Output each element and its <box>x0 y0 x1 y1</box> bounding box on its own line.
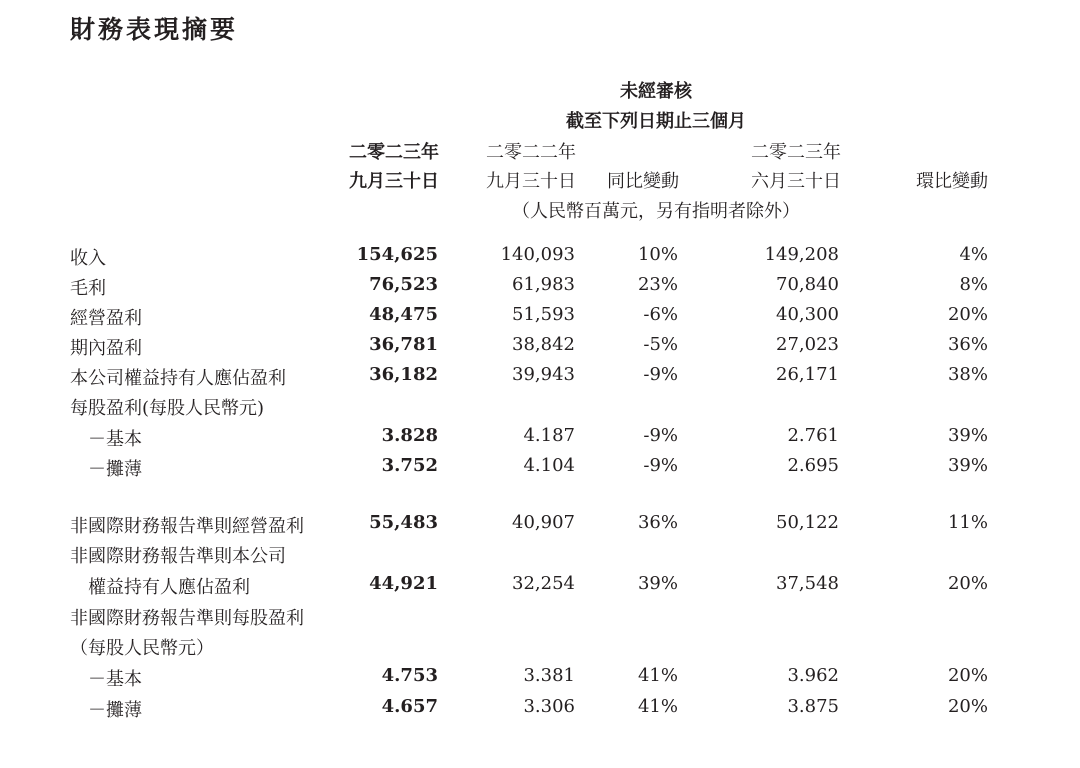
col4-year: 二零二三年 <box>751 142 841 163</box>
value-yoy: 36% <box>637 512 678 533</box>
table-row <box>0 304 1080 334</box>
value-qoq: 38% <box>947 364 988 385</box>
value-2022q3: 38,842 <box>512 334 575 355</box>
table-row <box>0 455 1080 485</box>
row-label: －攤薄 <box>88 459 142 480</box>
table-row <box>0 665 1080 695</box>
col5-header: 環比變動 <box>916 171 988 192</box>
row-label: 非國際財務報告準則每股盈利 <box>70 608 304 629</box>
value-qoq: 39% <box>947 425 988 446</box>
row-label: 收入 <box>70 248 106 269</box>
unaudited-label: 未經審核 <box>620 81 692 102</box>
value-2023q3: 4.753 <box>381 665 438 686</box>
value-qoq: 20% <box>947 304 988 325</box>
value-2023q2: 2.761 <box>787 425 839 446</box>
value-yoy: 39% <box>637 573 678 594</box>
value-2023q2: 26,171 <box>776 364 839 385</box>
value-yoy: -9% <box>643 425 678 446</box>
value-2023q3: 154,625 <box>356 244 438 265</box>
table-row <box>0 394 1080 424</box>
value-yoy: 41% <box>637 665 678 686</box>
value-yoy: -5% <box>643 334 678 355</box>
row-label: 權益持有人應佔盈利 <box>88 577 250 598</box>
value-2022q3: 140,093 <box>500 244 575 265</box>
row-label: 每股盈利(每股人民幣元) <box>70 398 265 419</box>
value-2023q3: 3.752 <box>381 455 438 476</box>
value-2023q2: 50,122 <box>776 512 839 533</box>
value-2023q3: 4.657 <box>381 696 438 717</box>
value-2023q3: 76,523 <box>369 274 438 295</box>
row-label: 期內盈利 <box>70 338 142 359</box>
value-2022q3: 3.381 <box>523 665 575 686</box>
value-2023q3: 36,781 <box>369 334 438 355</box>
value-yoy: 10% <box>637 244 678 265</box>
table-row <box>0 425 1080 455</box>
row-label: －基本 <box>88 429 142 450</box>
value-2023q2: 3.962 <box>787 665 839 686</box>
col4-date: 六月三十日 <box>751 171 841 192</box>
row-label: －基本 <box>88 669 142 690</box>
value-2023q3: 3.828 <box>381 425 438 446</box>
value-yoy: 23% <box>637 274 678 295</box>
unit-note: （人民幣百萬元，另有指明者除外） <box>512 201 800 222</box>
value-2023q3: 48,475 <box>369 304 438 325</box>
row-label: 非國際財務報告準則本公司 <box>70 546 286 567</box>
value-2022q3: 4.187 <box>523 425 575 446</box>
value-2023q2: 27,023 <box>776 334 839 355</box>
value-2022q3: 39,943 <box>512 364 575 385</box>
value-2022q3: 40,907 <box>512 512 575 533</box>
value-qoq: 8% <box>959 274 988 295</box>
value-yoy: 41% <box>637 696 678 717</box>
value-qoq: 36% <box>947 334 988 355</box>
value-qoq: 20% <box>947 696 988 717</box>
col1-year: 二零二三年 <box>349 142 439 163</box>
value-2023q3: 36,182 <box>369 364 438 385</box>
value-2023q2: 37,548 <box>776 573 839 594</box>
value-2023q3: 55,483 <box>369 512 438 533</box>
value-2023q2: 149,208 <box>764 244 839 265</box>
table-row <box>0 334 1080 364</box>
value-yoy: -6% <box>643 304 678 325</box>
value-2022q3: 61,983 <box>512 274 575 295</box>
table-row <box>0 244 1080 274</box>
table-row <box>0 634 1080 664</box>
value-qoq: 20% <box>947 665 988 686</box>
page-title: 財務表現摘要 <box>70 15 239 44</box>
value-qoq: 20% <box>947 573 988 594</box>
value-yoy: -9% <box>643 364 678 385</box>
value-2023q3: 44,921 <box>369 573 438 594</box>
row-label: 經營盈利 <box>70 308 142 329</box>
value-2023q2: 3.875 <box>787 696 839 717</box>
value-2023q2: 2.695 <box>787 455 839 476</box>
value-2022q3: 51,593 <box>512 304 575 325</box>
value-yoy: -9% <box>643 455 678 476</box>
row-label: 本公司權益持有人應佔盈利 <box>70 368 286 389</box>
value-2023q2: 40,300 <box>776 304 839 325</box>
table-row <box>0 274 1080 304</box>
col3-header: 同比變動 <box>607 171 679 192</box>
value-qoq: 39% <box>947 455 988 476</box>
col1-date: 九月三十日 <box>349 171 439 192</box>
table-row <box>0 696 1080 726</box>
table-row <box>0 542 1080 572</box>
value-2023q2: 70,840 <box>776 274 839 295</box>
col2-year: 二零二二年 <box>486 142 576 163</box>
row-label: －攤薄 <box>88 700 142 721</box>
value-2022q3: 3.306 <box>523 696 575 717</box>
value-2022q3: 4.104 <box>523 455 575 476</box>
table-row <box>0 573 1080 603</box>
row-label: （每股人民幣元） <box>70 638 214 659</box>
col2-date: 九月三十日 <box>486 171 576 192</box>
value-qoq: 11% <box>947 512 988 533</box>
period-label: 截至下列日期止三個月 <box>566 111 746 132</box>
value-qoq: 4% <box>959 244 988 265</box>
row-label: 非國際財務報告準則經營盈利 <box>70 516 304 537</box>
row-label: 毛利 <box>70 278 106 299</box>
table-row <box>0 364 1080 394</box>
table-row <box>0 604 1080 634</box>
table-row <box>0 512 1080 542</box>
value-2022q3: 32,254 <box>512 573 575 594</box>
